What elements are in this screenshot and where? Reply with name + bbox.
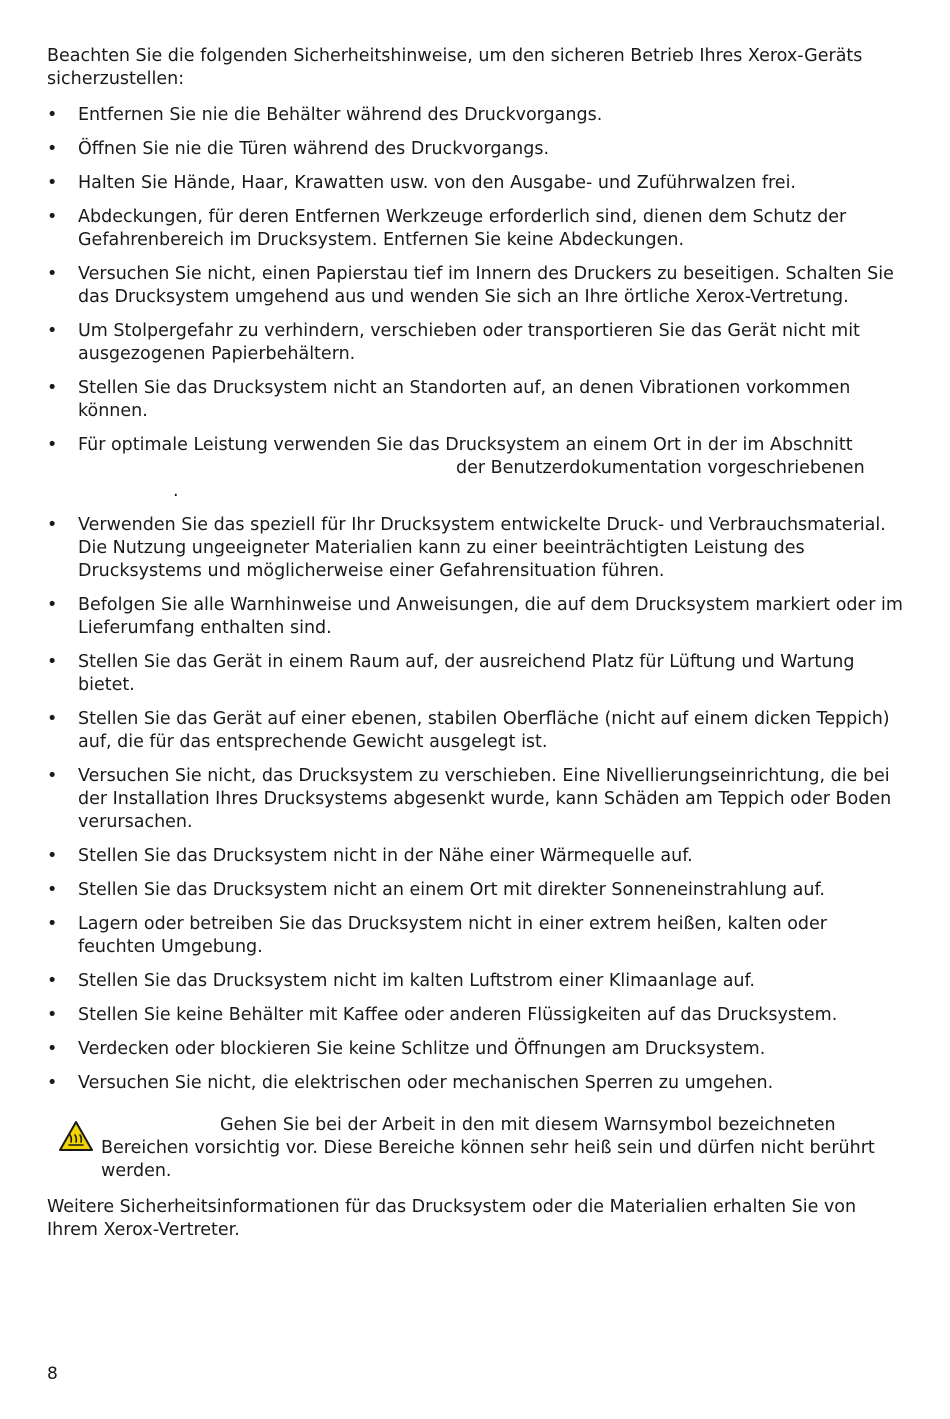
list-item <box>47 1038 907 1061</box>
bullet-dot: • <box>47 1073 58 1093</box>
warning-text-rest: Bereichen vorsichtig vor. Diese Bereiche können sehr heiß sein und dürfen nicht berührt werden. <box>101 1138 875 1181</box>
bullet-dot: • <box>47 766 58 786</box>
list-item <box>47 172 907 195</box>
bullet-dot: • <box>47 378 58 398</box>
list-item <box>47 708 907 754</box>
list-item-text-line3: . <box>173 481 179 501</box>
hot-surface-warning-icon <box>58 1120 94 1152</box>
list-item-text: Versuchen Sie nicht, einen Papierstau tief im Innern des Druckers zu beseitigen. Schalten Sie das Drucksystem umgehend aus und wenden Sie sich an Ihre örtliche Xerox-Vertretung. <box>78 264 894 307</box>
list-item-text: Stellen Sie das Drucksystem nicht an einem Ort mit direkter Sonneneinstrahlung auf. <box>78 880 825 900</box>
bullet-dot: • <box>47 914 58 934</box>
list-item <box>47 206 907 252</box>
list-item <box>47 104 907 127</box>
bullet-dot: • <box>47 652 58 672</box>
bullet-dot: • <box>47 173 58 193</box>
bullet-dot: • <box>47 846 58 866</box>
list-item <box>47 263 907 309</box>
list-item-text: Halten Sie Hände, Haar, Krawatten usw. von den Ausgabe- und Zuführwalzen frei. <box>78 173 796 193</box>
list-item-text-line1: Für optimale Leistung verwenden Sie das Drucksystem an einem Ort in der im Abschnitt <box>78 435 853 455</box>
list-item <box>47 879 907 902</box>
list-item-text: Versuchen Sie nicht, die elektrischen oder mechanischen Sperren zu umgehen. <box>78 1073 774 1093</box>
warning-text <box>101 1114 881 1183</box>
safety-bullet-list <box>47 104 907 1106</box>
bullet-dot: • <box>47 321 58 341</box>
list-item <box>47 594 907 640</box>
list-item-text: Stellen Sie das Gerät auf einer ebenen, stabilen Oberfläche (nicht auf einem dicken Teppich) auf, die für das entsprechende Gewicht ausgelegt ist. <box>78 709 890 752</box>
list-item <box>47 765 907 834</box>
page-number: 8 <box>47 1364 58 1384</box>
list-item-text: Lagern oder betreiben Sie das Drucksystem nicht in einer extrem heißen, kalten oder feuchten Umgebung. <box>78 914 828 957</box>
bullet-dot: • <box>47 971 58 991</box>
intro-paragraph: Beachten Sie die folgenden Sicherheitshinweise, um den sicheren Betrieb Ihres Xerox-Geräts sicherzustellen: <box>47 46 863 89</box>
bullet-dot: • <box>47 435 58 455</box>
list-item-text-line2: der Benutzerdokumentation vorgeschriebenen <box>456 458 865 478</box>
list-item-text: Verwenden Sie das speziell für Ihr Drucksystem entwickelte Druck- und Verbrauchsmaterial. Die Nutzung ungeeigneter Materialien kann zu einer beeinträchtigten Leistung des Drucksystems und möglicherweise einer Gefahrensituation führen. <box>78 515 886 581</box>
list-item-text: Befolgen Sie alle Warnhinweise und Anweisungen, die auf dem Drucksystem markiert oder im Lieferumfang enthalten sind. <box>78 595 903 638</box>
bullet-dot: • <box>47 105 58 125</box>
bullet-dot: • <box>47 515 58 535</box>
list-item <box>47 651 907 697</box>
list-item-text: Stellen Sie das Drucksystem nicht an Standorten auf, an denen Vibrationen vorkommen können. <box>78 378 851 421</box>
list-item-text: Verdecken oder blockieren Sie keine Schlitze und Öffnungen am Drucksystem. <box>78 1039 766 1059</box>
list-item <box>47 845 907 868</box>
bullet-dot: • <box>47 709 58 729</box>
list-item <box>47 138 907 161</box>
warning-text-first-line: Gehen Sie bei der Arbeit in den mit diesem Warnsymbol bezeichneten <box>220 1115 836 1135</box>
list-item-text: Stellen Sie keine Behälter mit Kaffee oder anderen Flüssigkeiten auf das Drucksystem. <box>78 1005 838 1025</box>
bullet-dot: • <box>47 207 58 227</box>
list-item <box>47 320 907 366</box>
bullet-dot: • <box>47 1039 58 1059</box>
list-item-text: Entfernen Sie nie die Behälter während des Druckvorgangs. <box>78 105 603 125</box>
list-item <box>47 1072 907 1095</box>
list-item <box>47 514 907 583</box>
list-item <box>47 913 907 959</box>
list-item-text: Stellen Sie das Drucksystem nicht in der Nähe einer Wärmequelle auf. <box>78 846 693 866</box>
list-item-text: Stellen Sie das Gerät in einem Raum auf, der ausreichend Platz für Lüftung und Wartung bietet. <box>78 652 855 695</box>
list-item-text: Stellen Sie das Drucksystem nicht im kalten Luftstrom einer Klimaanlage auf. <box>78 971 755 991</box>
list-item-text: Abdeckungen, für deren Entfernen Werkzeuge erforderlich sind, dienen dem Schutz der Gefahrenbereich im Drucksystem. Entfernen Sie keine Abdeckungen. <box>78 207 847 250</box>
list-item-text: Versuchen Sie nicht, das Drucksystem zu verschieben. Eine Nivellierungseinrichtung, die bei der Installation Ihres Drucksystems abgesenkt wurde, kann Schäden am Teppich oder Boden verursachen. <box>78 766 892 832</box>
list-item <box>47 970 907 993</box>
bullet-dot: • <box>47 880 58 900</box>
list-item-environment <box>47 434 907 503</box>
bullet-dot: • <box>47 595 58 615</box>
list-item <box>47 1004 907 1027</box>
list-item-text: Um Stolpergefahr zu verhindern, verschieben oder transportieren Sie das Gerät nicht mit ausgezogenen Papierbehältern. <box>78 321 860 364</box>
bullet-dot: • <box>47 139 58 159</box>
list-item-text: Öffnen Sie nie die Türen während des Druckvorgangs. <box>78 139 550 159</box>
bullet-dot: • <box>47 1005 58 1025</box>
outro-paragraph: Weitere Sicherheitsinformationen für das Drucksystem oder die Materialien erhalten Sie von Ihrem Xerox-Vertreter. <box>47 1197 857 1240</box>
bullet-dot: • <box>47 264 58 284</box>
list-item <box>47 377 907 423</box>
